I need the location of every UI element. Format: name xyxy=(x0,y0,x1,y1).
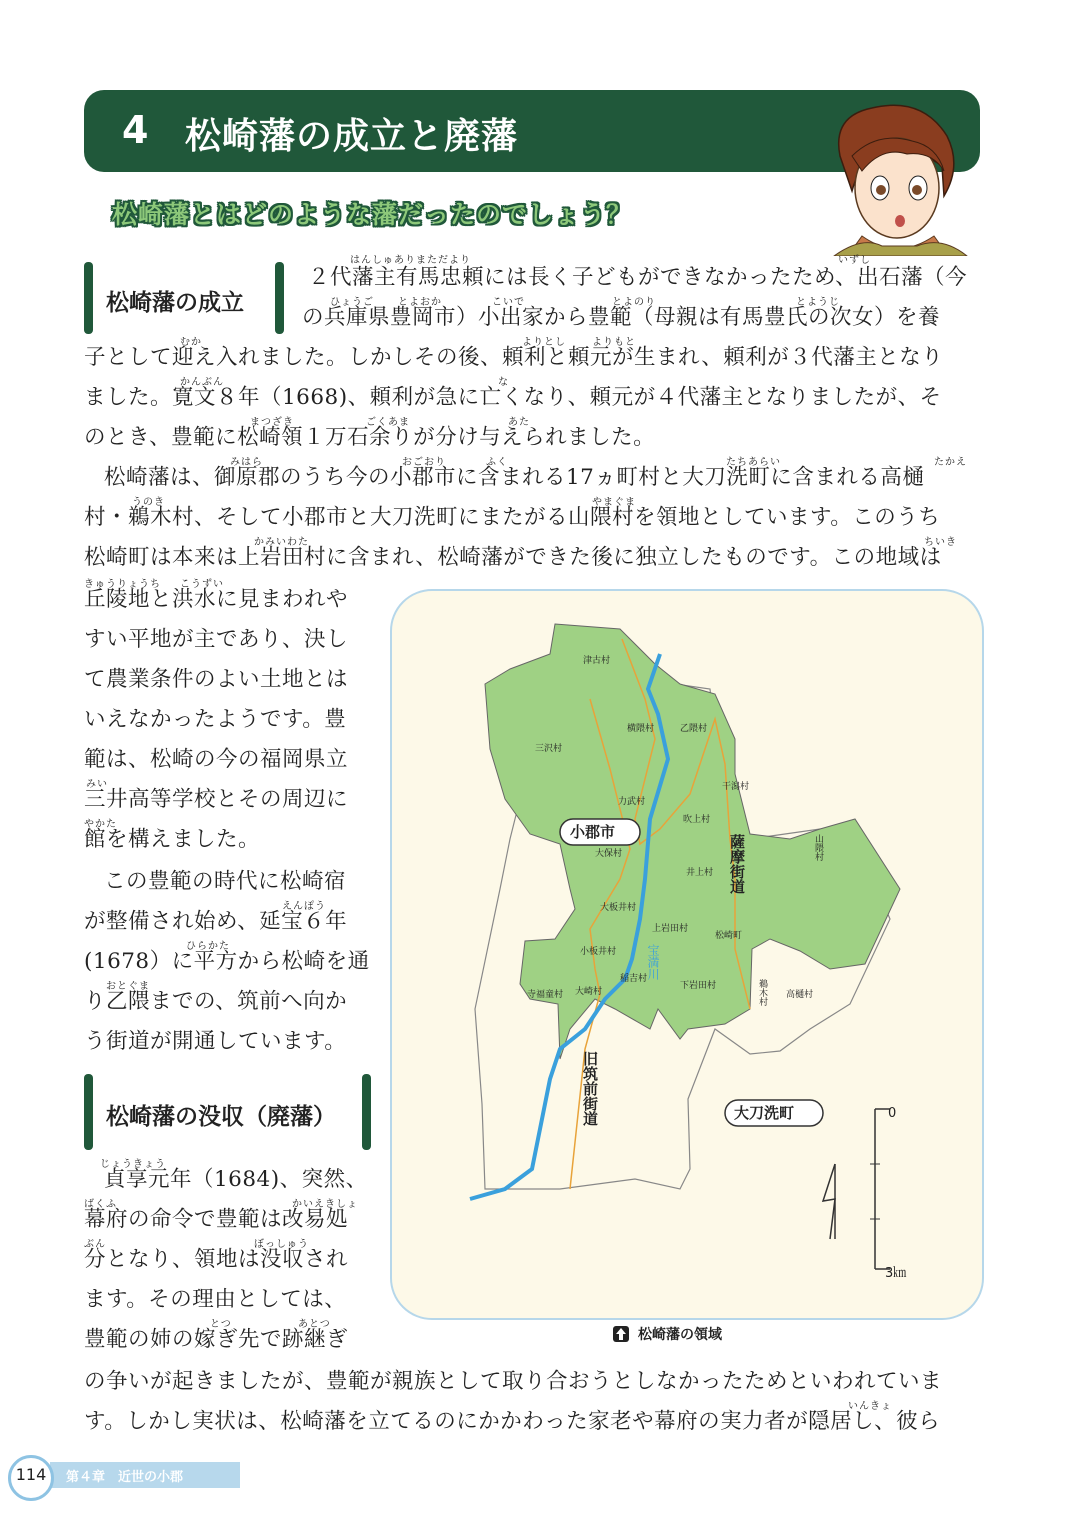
furigana: きゅうりょうち xyxy=(84,579,161,590)
body-line: ます。その理由としては、 xyxy=(84,1287,347,1312)
body-line: 村・鵜木村、そして小郡市と大刀洗町にまたがる山隈村を領地としています。このうち xyxy=(84,505,941,530)
village-label: 大崎村 xyxy=(575,987,603,997)
section-heading-bar-left xyxy=(84,262,93,334)
ogori-city-label: 小郡市 xyxy=(570,823,616,841)
section-heading-establishment: 松崎藩の成立 xyxy=(106,290,244,316)
village-label: 干潟村 xyxy=(722,782,750,792)
furigana: とよのり xyxy=(612,297,656,308)
body-line: が整備され始め、延宝６年 xyxy=(84,909,348,934)
section-heading-abolition: 松崎藩の没収（廃藩） xyxy=(106,1104,336,1130)
section-heading-bar-right xyxy=(362,1074,371,1150)
furigana: こうずい xyxy=(180,579,224,590)
furigana: ひょうご xyxy=(330,297,374,308)
body-line: 丘陵地と洪水に見まわれや xyxy=(84,587,349,612)
page-number: 114 xyxy=(15,1465,47,1484)
chikuzen-road-label: 旧筑前街道 xyxy=(581,1051,599,1126)
body-line: いえなかったようです。豊 xyxy=(84,707,347,732)
furigana: かみいわた xyxy=(254,537,309,548)
body-line: う街道が開通しています。 xyxy=(84,1029,347,1054)
furigana: ぼっしゅう xyxy=(254,1239,309,1250)
village-label: 鵜木村 xyxy=(757,979,767,1006)
page-title: 松崎藩の成立と廃藩 xyxy=(185,116,519,157)
furigana: はんしゅありまただより xyxy=(350,255,471,266)
furigana: えんぽう xyxy=(282,901,326,912)
body-line: 豊範の姉の嫁ぎ先で跡継ぎ xyxy=(84,1327,349,1352)
village-label: 三沢村 xyxy=(535,744,563,754)
satsuma-road-label: 薩摩街道 xyxy=(728,834,746,894)
village-label: 寺福童村 xyxy=(527,990,564,1000)
tachiarai-town-label: 大刀洗町 xyxy=(734,1104,795,1122)
body-line: この豊範の時代に松崎宿 xyxy=(104,869,347,894)
body-line: て農業条件のよい土地とは xyxy=(84,667,349,692)
body-line: のとき、豊範に松崎領１万石余りが分け与えられました。 xyxy=(84,425,656,450)
village-label: 乙隈村 xyxy=(680,724,708,734)
village-label: 高樋村 xyxy=(786,990,814,1000)
village-label: 大保村 xyxy=(595,849,623,859)
furigana: こいで xyxy=(492,297,525,308)
scale-label-zero: 0 xyxy=(888,1106,897,1121)
furigana: ごくあま xyxy=(366,417,410,428)
furigana: あた xyxy=(508,417,530,428)
body-line: 子として迎え入れました。しかしその後、頼利と頼元が生まれ、頼利が３代藩主となり xyxy=(84,345,944,370)
furigana: いずし xyxy=(838,255,871,266)
village-label: 津古村 xyxy=(583,656,611,666)
scale-label-3km: 3㎞ xyxy=(885,1266,907,1281)
body-line: 館を構えました。 xyxy=(84,827,261,852)
furigana: とつ xyxy=(210,1319,232,1330)
map-caption: 松崎藩の領域 xyxy=(638,1327,722,1343)
body-line: 貞享元年（1684)、突然、 xyxy=(104,1167,368,1192)
village-label: 山隈村 xyxy=(813,834,823,861)
body-line: す。しかし実状は、松崎藩を立てるのにかかわった家老や幕府の実力者が隠居し、彼ら xyxy=(84,1409,941,1434)
furigana: おとぐま xyxy=(106,981,150,992)
furigana: な xyxy=(498,377,509,388)
village-label: 井上村 xyxy=(686,868,714,878)
up-arrow-icon xyxy=(612,1325,630,1343)
furigana: かんぶん xyxy=(180,377,224,388)
furigana: やまぐま xyxy=(592,497,636,508)
village-label: 大板井村 xyxy=(600,903,637,913)
body-line: り乙隈までの、筑前へ向か xyxy=(84,989,348,1014)
village-label: 松崎町 xyxy=(715,931,743,941)
furigana: よりもと xyxy=(592,337,636,348)
village-label: 稲吉村 xyxy=(620,974,648,984)
body-line: 松崎藩は、御原郡のうち今の小郡市に含まれる17ヵ町村と大刀洗町に含まれる高樋 xyxy=(104,465,925,490)
section-heading-bar-right xyxy=(275,262,284,334)
body-line: (1678）に平方から松崎を通 xyxy=(84,949,370,974)
furigana: ばくふ xyxy=(84,1199,117,1210)
girl-character-illustration xyxy=(822,96,972,256)
river-label: 宝満川 xyxy=(646,944,660,980)
body-line: の争いが起きましたが、豊範が親族として取り合おうとしなかったためといわれていま xyxy=(84,1369,943,1394)
body-line: 分となり、領地は没収され xyxy=(84,1247,349,1272)
north-arrow-icon xyxy=(823,1164,835,1239)
body-line: 松崎町は本来は上岩田村に含まれ、松崎藩ができた後に独立したものです。この地域は xyxy=(84,545,942,570)
body-line: 三井高等学校とその周辺に xyxy=(84,787,349,812)
furigana: うのき xyxy=(132,497,165,508)
body-line: ました。寛文８年（1668)、頼利が急に亡くなり、頼元が４代藩主となりましたが、そ xyxy=(84,385,942,410)
furigana: ふく xyxy=(486,457,508,468)
village-label: 上岩田村 xyxy=(652,924,689,934)
furigana: ぶん xyxy=(84,1239,106,1250)
page-subtitle: 松崎藩とはどのような藩だったのでしょう？ xyxy=(112,200,633,229)
body-line: 幕府の命令で豊範は改易処 xyxy=(84,1207,349,1232)
furigana: やかた xyxy=(84,819,117,830)
furigana: たちあらい xyxy=(726,457,781,468)
section-heading-bar-left xyxy=(84,1074,93,1150)
body-line: ２代藩主有馬忠頼には長く子どもができなかったため、出石藩（今 xyxy=(308,265,968,290)
furigana: まつざき xyxy=(250,417,294,428)
section-number: 4 xyxy=(122,108,149,152)
body-line: すい平地が主であり、決し xyxy=(84,627,349,652)
furigana: よりとし xyxy=(522,337,566,348)
furigana: かいえきしょ xyxy=(292,1199,358,1210)
furigana: ひらかた xyxy=(186,941,230,952)
furigana: とようじ xyxy=(796,297,840,308)
furigana: たかえ xyxy=(934,457,967,468)
chapter-label: 第４章 近世の小郡 xyxy=(66,1470,184,1485)
body-line: 範は、松崎の今の福岡県立 xyxy=(84,747,349,772)
matsuzaki-domain-map xyxy=(390,589,984,1320)
furigana: じょうきょう xyxy=(100,1159,166,1170)
village-label: 吹上村 xyxy=(683,815,711,825)
furigana: むか xyxy=(180,337,202,348)
body-line: の兵庫県豊岡市）小出家から豊範（母親は有馬豊氏の次女）を養 xyxy=(302,305,941,330)
village-label: 下岩田村 xyxy=(680,981,717,991)
village-label: 小板井村 xyxy=(580,947,617,957)
furigana: みい xyxy=(86,779,108,790)
furigana: ちいき xyxy=(924,537,957,548)
furigana: おごおり xyxy=(402,457,446,468)
village-label: 横隈村 xyxy=(627,724,655,734)
furigana: あとつ xyxy=(298,1319,331,1330)
furigana: いんきょ xyxy=(848,1401,892,1412)
furigana: とよおか xyxy=(398,297,442,308)
village-label: 力武村 xyxy=(618,797,646,807)
furigana: みはら xyxy=(230,457,263,468)
